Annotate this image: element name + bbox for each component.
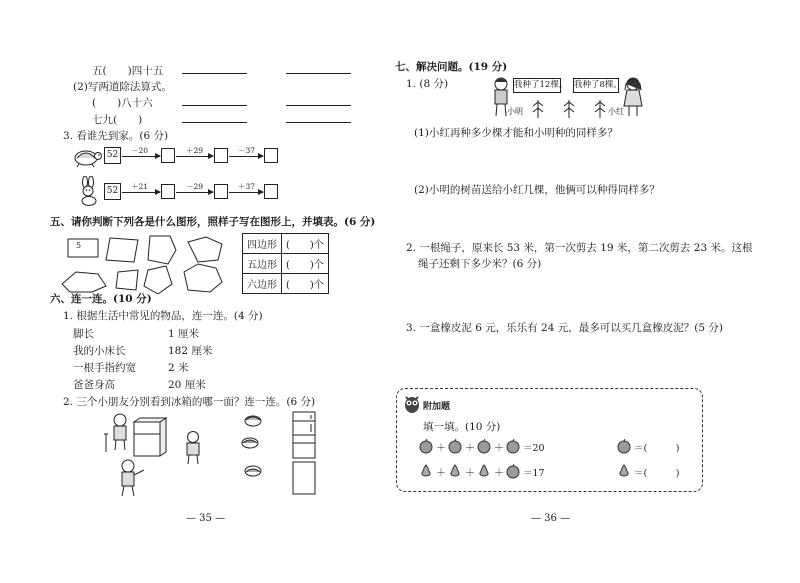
q2-row3: ( )八十六: [92, 97, 153, 109]
shapes-figure: [60, 232, 230, 294]
bonus-badge: 附加题: [423, 402, 451, 412]
apple-answer-blank[interactable]: ＝( ): [634, 443, 680, 454]
q7-p2-line1: 2. 一根绳子，原来长 53 米，第一次剪去 19 米，第二次剪去 23 米。这根: [406, 242, 753, 254]
operation-label: ＋37: [238, 182, 256, 191]
q2-row1: 五( )四十五: [92, 65, 164, 77]
quadrilateral-shape[interactable]: [116, 270, 138, 290]
pentagon-shape[interactable]: [148, 236, 176, 264]
operation-label: ＋29: [186, 146, 204, 155]
match-item[interactable]: 我的小床长: [73, 345, 126, 357]
apple-icon: [616, 438, 632, 454]
q7-title: 七、解决问题。(19 分): [395, 61, 508, 73]
q3-title: 3. 看谁先到家。(6 分): [63, 130, 169, 142]
start-value-box: 52: [104, 183, 121, 200]
turtle-icon: [72, 144, 102, 168]
match-unit[interactable]: 1 厘米: [168, 328, 200, 340]
table-row: [243, 274, 329, 294]
answer-box[interactable]: [264, 148, 278, 163]
plus-sign: ＋: [465, 443, 475, 454]
fridge-top-view[interactable]: [290, 460, 320, 496]
operation-label: －29: [186, 182, 204, 191]
pentagon-shape[interactable]: [188, 237, 222, 262]
pear-icon: [447, 463, 463, 479]
page-number: — 35 —: [186, 513, 226, 524]
q2-sub2: (2)写两道除法算式。: [73, 81, 172, 93]
child-head-icon[interactable]: [240, 436, 260, 450]
hexagon-shape[interactable]: [184, 264, 222, 292]
sample-label: 5: [76, 241, 82, 250]
answer-box[interactable]: [264, 184, 278, 199]
arrow: [229, 156, 263, 157]
rabbit-icon: [76, 176, 102, 206]
q7-p1: 1. (8 分): [406, 78, 449, 90]
shape-name-cell: 六边形: [243, 274, 282, 294]
child-head-icon[interactable]: [243, 414, 263, 428]
name-label-xiaohong: 小红: [608, 107, 624, 116]
plus-sign: ＋: [494, 443, 504, 454]
arrow: [122, 156, 160, 157]
plus-sign: ＋: [436, 468, 446, 479]
sample-rectangle-shape: [68, 239, 98, 257]
answer-line[interactable]: [286, 122, 351, 123]
pear-equation: [418, 463, 618, 481]
pear-icon: [418, 463, 434, 479]
q6-sub1: 1. 根据生活中常见的物品，连一连。(4 分): [63, 310, 263, 322]
q7-p1b: (2)小明的树苗送给小红几棵，他俩可以种得同样多？: [414, 184, 660, 196]
plus-sign: ＋: [436, 443, 446, 454]
answer-line[interactable]: [182, 73, 247, 74]
bonus-subtitle: 填一填。(10 分): [423, 421, 501, 433]
pentagon-shape[interactable]: [144, 266, 172, 294]
plus-sign: ＋: [465, 468, 475, 479]
answer-line[interactable]: [182, 105, 247, 106]
pear-icon: [616, 463, 632, 479]
answer-box[interactable]: [161, 184, 175, 199]
answer-box[interactable]: [214, 148, 228, 163]
q6-sub2: 2. 三个小朋友分别看到冰箱的哪一面？连一连。(6 分): [63, 396, 316, 408]
pear-icon: [476, 463, 492, 479]
children-fridge-scene: [98, 408, 188, 498]
operation-label: －37: [238, 146, 256, 155]
answer-line[interactable]: [286, 73, 351, 74]
apple-icon: [447, 438, 463, 454]
q2-row4: 七九( ): [92, 114, 143, 126]
operation-label: －20: [131, 146, 149, 155]
bonus-owl-icon: [402, 393, 422, 415]
quadrilateral-shape[interactable]: [106, 238, 138, 262]
child-figure[interactable]: [182, 430, 204, 466]
apple-equation: [418, 438, 618, 456]
child-figure: [114, 414, 126, 450]
equation-result: ＝17: [523, 468, 545, 479]
table-row: [243, 254, 329, 274]
speech-bubble: 我种了8棵。: [573, 78, 619, 93]
saplings-icon: [524, 94, 614, 120]
child-head-icon[interactable]: [243, 464, 263, 478]
arrow: [176, 156, 213, 157]
count-blank-cell[interactable]: ( )个: [282, 234, 329, 254]
count-blank-cell[interactable]: ( )个: [282, 254, 329, 274]
q7-p2-line2: 绳子还剩下多少米？(6 分): [418, 258, 542, 270]
match-item[interactable]: 爸爸身高: [73, 379, 115, 391]
table-row: [243, 234, 329, 254]
name-label-xiaoming: 小明: [507, 107, 523, 116]
match-item[interactable]: 脚长: [73, 328, 94, 340]
child-figure: [122, 460, 144, 496]
apple-icon: [418, 438, 434, 454]
start-value-box: 52: [104, 147, 121, 164]
match-unit[interactable]: 182 厘米: [168, 345, 213, 357]
shape-name-cell: 五边形: [243, 254, 282, 274]
plus-sign: ＋: [494, 468, 504, 479]
apple-icon: [505, 438, 521, 454]
fridge-3d: [134, 422, 160, 456]
arrow: [229, 192, 263, 193]
equation-result: ＝20: [523, 443, 545, 454]
operation-label: ＋21: [131, 182, 149, 191]
q7-p3: 3. 一盒橡皮泥 6 元，乐乐有 24 元，最多可以买几盒橡皮泥？(5 分): [406, 322, 723, 334]
arrow: [176, 192, 213, 193]
apple-icon: [505, 463, 521, 479]
fridge-side-view[interactable]: [290, 434, 320, 460]
q6-title: 六、连一连。(10 分): [50, 293, 152, 305]
page-number: — 36 —: [531, 513, 571, 524]
match-item[interactable]: 一根手指约宽: [73, 362, 136, 374]
shapes-count-table: [242, 233, 329, 294]
shape-name-cell: 四边形: [243, 234, 282, 254]
count-blank-cell[interactable]: ( )个: [282, 274, 329, 294]
speech-bubble: 我种了12棵。: [513, 78, 561, 93]
answer-line[interactable]: [286, 105, 351, 106]
answer-box[interactable]: [161, 148, 175, 163]
apple-icon: [476, 438, 492, 454]
q5-title: 五、请你判断下列各是什么图形，照样子写在图形上，并填表。(6 分): [50, 216, 376, 228]
q7-p1a: (1)小红再种多少棵才能和小明种的同样多？: [414, 127, 618, 139]
match-unit[interactable]: 20 厘米: [168, 379, 206, 391]
hexagon-shape[interactable]: [62, 272, 106, 292]
match-unit[interactable]: 2 米: [168, 362, 189, 374]
arrow: [122, 192, 160, 193]
pear-answer-blank[interactable]: ＝( ): [634, 468, 680, 479]
answer-box[interactable]: [214, 184, 228, 199]
answer-line[interactable]: [182, 122, 247, 123]
